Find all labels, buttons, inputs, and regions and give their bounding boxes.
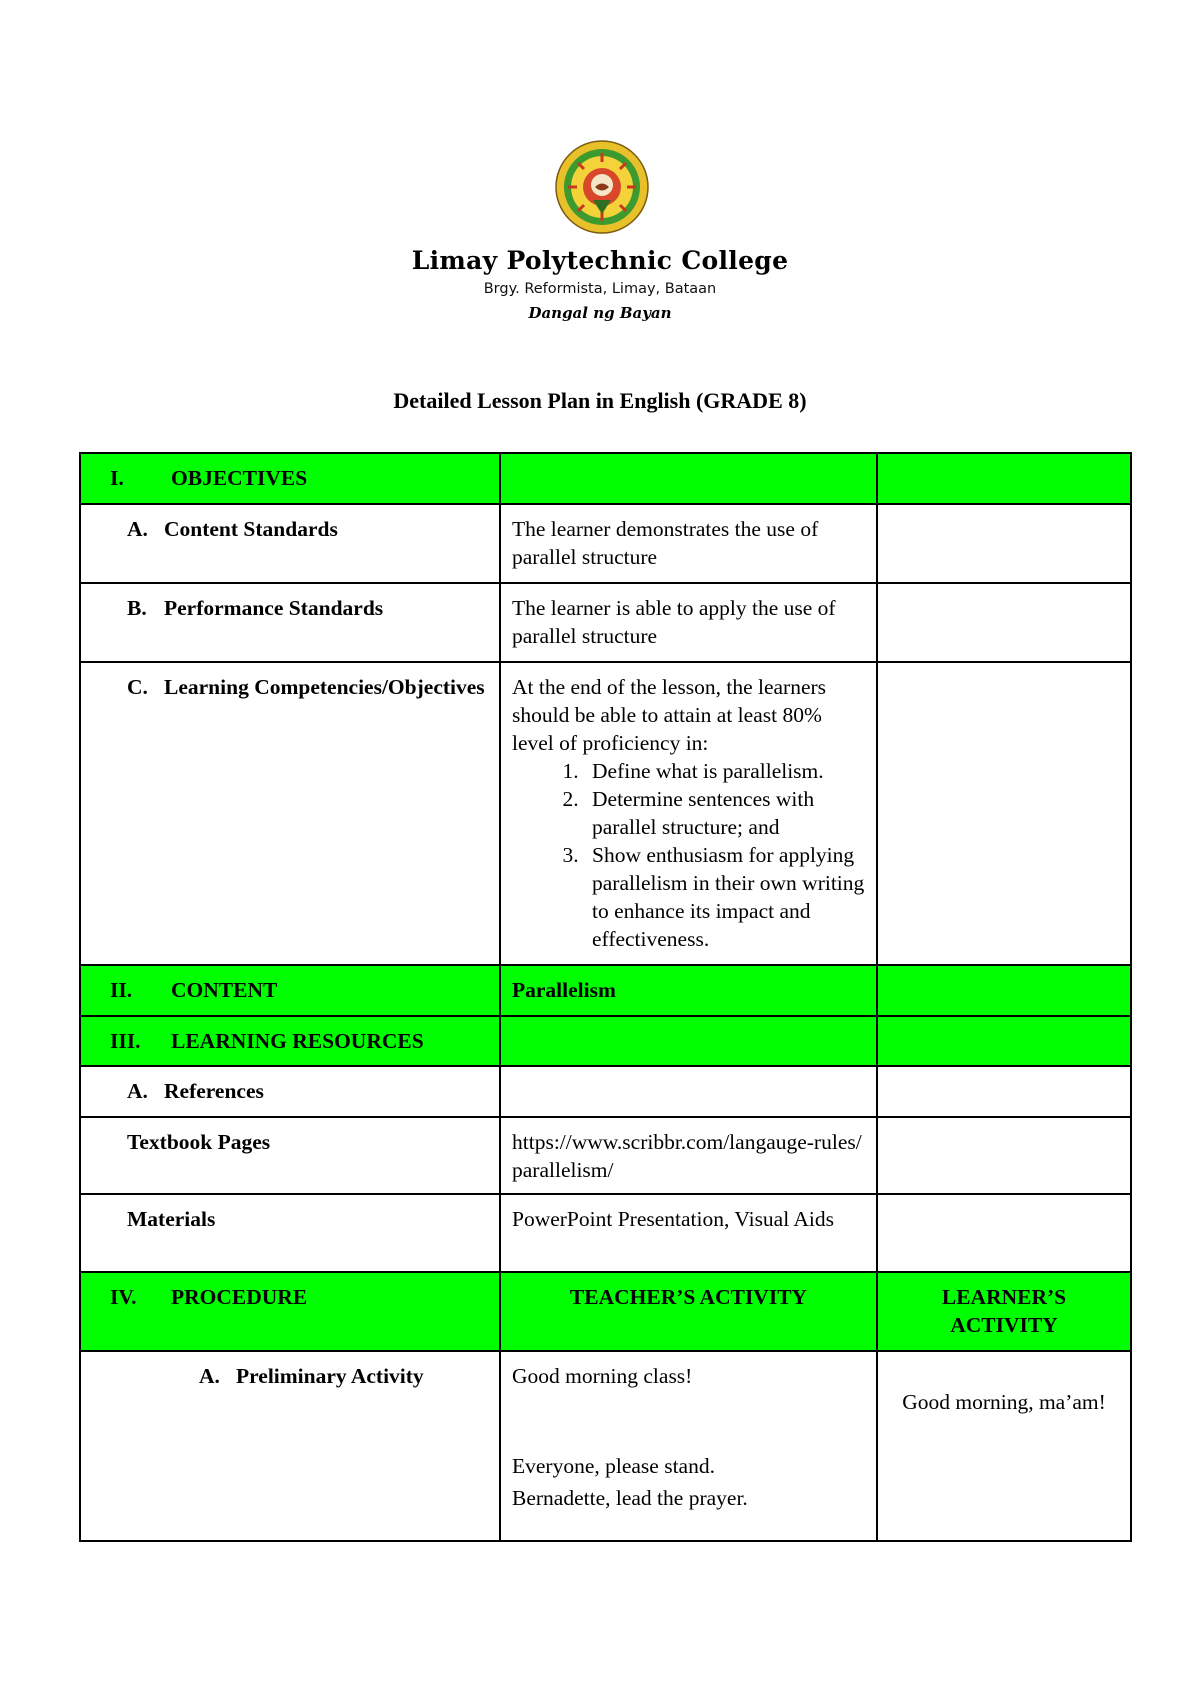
learner-line: Good morning, ma’am! (902, 1390, 1106, 1414)
row-value-cell: The learner is able to apply the use of parallel structure (500, 583, 877, 662)
row-label-cell (80, 1066, 500, 1117)
teacher-line: Bernadette, lead the prayer. (512, 1486, 748, 1510)
empty-cell (877, 1194, 1131, 1272)
empty-cell (877, 504, 1131, 583)
item-label: Textbook Pages (127, 1130, 271, 1154)
section-label: LEARNING RESOURCES (171, 1029, 424, 1053)
table-row (80, 1194, 1131, 1272)
section-number: III. (110, 1029, 141, 1053)
item-letter: C. (127, 675, 148, 699)
lesson-plan-table (79, 452, 1132, 1542)
section-heading-cell (80, 1272, 500, 1351)
row-label-cell (80, 504, 500, 583)
empty-cell (877, 453, 1131, 504)
table-row (80, 1066, 1131, 1117)
teacher-line: Good morning class! (512, 1364, 693, 1388)
section-number: IV. (110, 1285, 137, 1309)
empty-cell (877, 1117, 1131, 1194)
table-row (80, 965, 1131, 1016)
table-row (80, 1351, 1131, 1541)
row-label-cell (80, 1194, 500, 1272)
section-label: CONTENT (171, 978, 278, 1002)
item-label: Materials (127, 1207, 216, 1231)
row-value-cell: The learner demonstrates the use of parallel structure (500, 504, 877, 583)
college-address: Brgy. Reformista, Limay, Bataan (483, 281, 717, 297)
empty-cell (500, 1066, 877, 1117)
empty-cell (877, 583, 1131, 662)
list-item: 3. Show enthusiasm for applying parallelism in their own writing to enhance its impact and effectiveness. (584, 841, 865, 953)
table-row (80, 504, 1131, 583)
item-label: Performance Standards (164, 596, 384, 620)
section-number: II. (110, 978, 133, 1002)
teacher-line: Everyone, please stand. (512, 1454, 715, 1478)
empty-cell (500, 1016, 877, 1066)
item-letter: A. (199, 1364, 220, 1388)
table-row (80, 662, 1131, 965)
section-heading-cell (80, 965, 500, 1016)
section-label: PROCEDURE (171, 1285, 308, 1309)
item-label: Learning Competencies/Objectives (164, 675, 485, 699)
section-label: OBJECTIVES (171, 466, 308, 490)
row-label-cell (80, 1351, 500, 1541)
empty-cell (877, 1016, 1131, 1066)
teacher-activity-header: TEACHER’S ACTIVITY (500, 1272, 877, 1351)
list-item: 2. Determine sentences with parallel structure; and (584, 785, 865, 841)
list-item: 1. Define what is parallelism. (584, 757, 865, 785)
table-row (80, 583, 1131, 662)
empty-cell (877, 965, 1131, 1016)
item-label: Content Standards (164, 517, 338, 541)
row-value-cell (500, 662, 877, 965)
learner-activity-header: LEARNER’S ACTIVITY (877, 1272, 1131, 1351)
section-number: I. (110, 466, 124, 490)
objectives-intro: At the end of the lesson, the learners should be able to attain at least 80% level of proficiency in: (512, 675, 827, 755)
section-heading-cell (80, 453, 500, 504)
college-seal-logo (555, 140, 649, 234)
learner-activity-cell (877, 1351, 1131, 1541)
row-value-cell: PowerPoint Presentation, Visual Aids (500, 1194, 877, 1272)
content-topic-cell: Parallelism (500, 965, 877, 1016)
empty-cell (500, 453, 877, 504)
table-row (80, 453, 1131, 504)
empty-cell (877, 1066, 1131, 1117)
row-label-cell (80, 583, 500, 662)
college-motto: Dangal ng Bayan (528, 304, 672, 322)
document-title: Detailed Lesson Plan in English (GRADE 8) (393, 388, 807, 413)
empty-cell (877, 662, 1131, 965)
section-heading-cell (80, 1016, 500, 1066)
row-value-cell: https://www.scribbr.com/langauge-rules/parallelism/ (500, 1117, 877, 1194)
item-label: References (164, 1079, 264, 1103)
teacher-activity-cell (500, 1351, 877, 1541)
table-row (80, 1272, 1131, 1351)
objectives-list (512, 757, 865, 953)
table-row (80, 1016, 1131, 1066)
college-name: Limay Polytechnic College (411, 246, 789, 275)
item-letter: A. (127, 1079, 148, 1103)
item-letter: A. (127, 517, 148, 541)
table-row (80, 1117, 1131, 1194)
item-label: Preliminary Activity (236, 1364, 424, 1388)
item-letter: B. (127, 596, 147, 620)
row-label-cell (80, 662, 500, 965)
row-label-cell (80, 1117, 500, 1194)
